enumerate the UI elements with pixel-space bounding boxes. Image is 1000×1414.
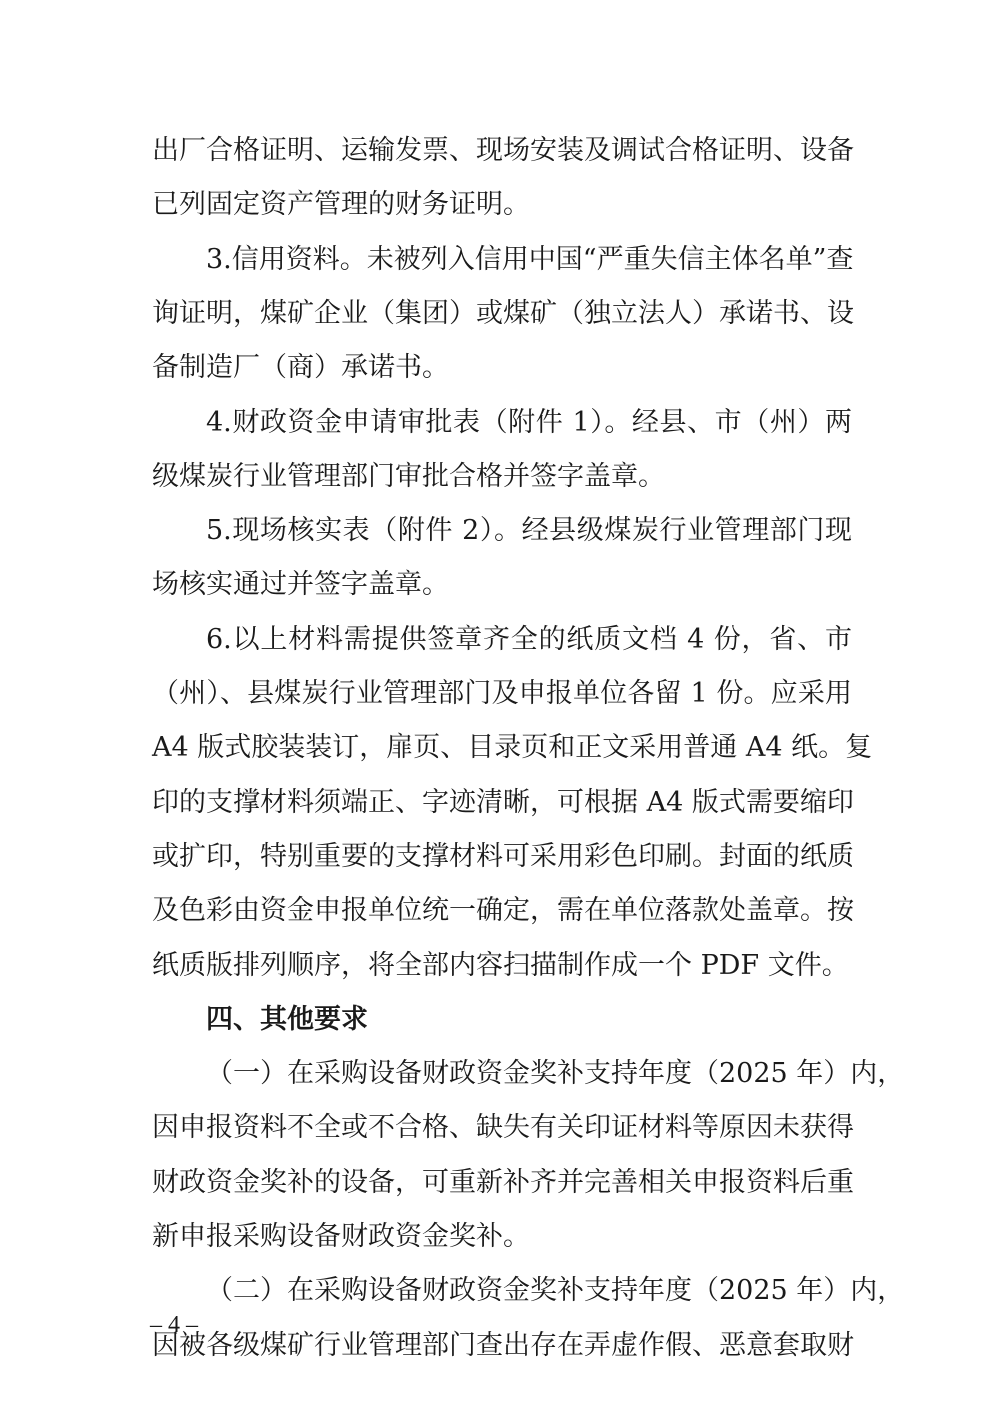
text-line: 备制造厂（商）承诺书。 (152, 352, 449, 383)
text-line: 6.以上材料需提供签章齐全的纸质文档 4 份，省、市 (206, 624, 852, 655)
text-line: （一）在采购设备财政资金奖补支持年度（2025 年）内， (206, 1058, 905, 1089)
text-line: 财政资金奖补的设备，可重新补齐并完善相关申报资料后重 (152, 1167, 854, 1198)
page-number: – 4 – (150, 1312, 198, 1338)
text-line: 及色彩由资金申报单位统一确定，需在单位落款处盖章。按 (152, 895, 854, 926)
text-line: 因被各级煤矿行业管理部门查出存在弄虚作假、恶意套取财 (152, 1330, 854, 1361)
text-line: 询证明，煤矿企业（集团）或煤矿（独立法人）承诺书、设 (152, 298, 854, 329)
text-line: 出厂合格证明、运输发票、现场安装及调试合格证明、设备 (152, 135, 854, 166)
text-line: （二）在采购设备财政资金奖补支持年度（2025 年）内， (206, 1275, 905, 1306)
text-line: 印的支撑材料须端正、字迹清晰，可根据 A4 版式需要缩印 (152, 787, 854, 818)
section-heading: 四、其他要求 (206, 1004, 368, 1035)
text-line: 因申报资料不全或不合格、缺失有关印证材料等原因未获得 (152, 1112, 854, 1143)
text-line: 新申报采购设备财政资金奖补。 (152, 1221, 530, 1252)
text-line: 3.信用资料。未被列入信用中国“严重失信主体名单”查 (206, 244, 854, 275)
text-line: A4 版式胶装装订，扉页、目录页和正文采用普通 A4 纸。复 (152, 732, 873, 763)
text-line: （州）、县煤炭行业管理部门及申报单位各留 1 份。应采用 (152, 678, 852, 709)
text-line: 5.现场核实表（附件 2）。经县级煤炭行业管理部门现 (206, 515, 852, 546)
text-line: 级煤炭行业管理部门审批合格并签字盖章。 (152, 461, 665, 492)
text-line: 场核实通过并签字盖章。 (152, 569, 449, 600)
text-line: 或扩印，特别重要的支撑材料可采用彩色印刷。封面的纸质 (152, 841, 854, 872)
text-line: 4.财政资金申请审批表（附件 1）。经县、市（州）两 (206, 407, 852, 438)
text-line: 已列固定资产管理的财务证明。 (152, 189, 530, 220)
text-line: 纸质版排列顺序，将全部内容扫描制作成一个 PDF 文件。 (152, 950, 849, 981)
